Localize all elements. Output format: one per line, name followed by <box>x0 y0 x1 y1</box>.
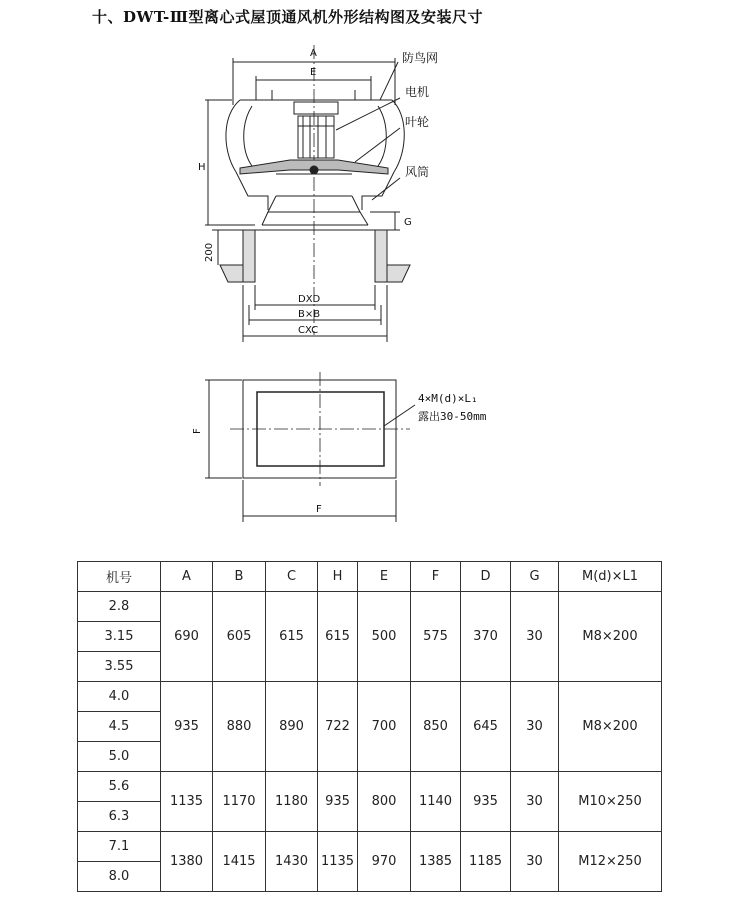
value-cell: 30 <box>511 682 559 772</box>
value-cell: 935 <box>161 682 213 772</box>
roof-slab-left <box>220 265 243 282</box>
value-cell: 30 <box>511 832 559 892</box>
callout-impeller: 叶轮 <box>405 115 430 129</box>
value-cell: 500 <box>358 592 411 682</box>
plan-f-bottom-label: F <box>316 504 322 515</box>
value-cell: 605 <box>213 592 266 682</box>
header-cell: F <box>411 562 461 592</box>
housing-right <box>362 172 394 210</box>
value-cell: 1135 <box>161 772 213 832</box>
motor-mount <box>294 102 338 114</box>
hood-right-outer <box>392 100 404 172</box>
value-cell: 1180 <box>266 772 318 832</box>
model-cell: 5.6 <box>78 772 161 802</box>
model-cell: 4.0 <box>78 682 161 712</box>
value-cell: 1415 <box>213 832 266 892</box>
table-row <box>78 772 662 802</box>
curb-wall-left <box>243 230 255 282</box>
callout-motor: 电机 <box>405 85 430 99</box>
model-cell: 6.3 <box>78 802 161 832</box>
header-cell: M(d)×L1 <box>559 562 662 592</box>
model-cell: 7.1 <box>78 832 161 862</box>
value-cell: 850 <box>411 682 461 772</box>
expose-note: 露出30-50mm <box>418 410 487 423</box>
value-cell: M8×200 <box>559 592 662 682</box>
header-row <box>78 562 662 592</box>
header-cell: C <box>266 562 318 592</box>
dim-e-label: E <box>310 67 317 78</box>
dim-cxc-label: CXC <box>298 325 319 336</box>
value-cell: 1380 <box>161 832 213 892</box>
value-cell: 722 <box>318 682 358 772</box>
leader-impeller <box>355 128 400 162</box>
value-cell: 30 <box>511 772 559 832</box>
value-cell: 935 <box>318 772 358 832</box>
dim-h-label: H <box>198 162 206 173</box>
value-cell: M10×250 <box>559 772 662 832</box>
value-cell: 1135 <box>318 832 358 892</box>
model-cell: 4.5 <box>78 712 161 742</box>
table-row <box>78 832 662 862</box>
page-title: 十、DWT-Ⅲ型离心式屋顶通风机外形结构图及安装尺寸 <box>92 8 484 26</box>
curb-wall-right <box>375 230 387 282</box>
spec-table <box>77 561 662 892</box>
value-cell: 1430 <box>266 832 318 892</box>
roof-slab-right <box>387 265 410 282</box>
value-cell: 890 <box>266 682 318 772</box>
value-cell: 575 <box>411 592 461 682</box>
value-cell: 645 <box>461 682 511 772</box>
header-cell: G <box>511 562 559 592</box>
model-cell: 2.8 <box>78 592 161 622</box>
value-cell: 1140 <box>411 772 461 832</box>
leader-motor <box>336 98 400 130</box>
value-cell: 30 <box>511 592 559 682</box>
value-cell: 800 <box>358 772 411 832</box>
impeller-hub <box>310 166 318 174</box>
value-cell: M8×200 <box>559 682 662 772</box>
dim-g-label: G <box>404 217 412 228</box>
callout-wind-tube: 风筒 <box>405 165 430 179</box>
hood-left-inner <box>244 106 252 166</box>
header-cell: H <box>318 562 358 592</box>
value-cell: 935 <box>461 772 511 832</box>
callout-bird-net: 防鸟网 <box>402 51 439 65</box>
header-cell: 机号 <box>78 562 161 592</box>
leader-wind-tube <box>372 178 400 200</box>
model-cell: 8.0 <box>78 862 161 892</box>
value-cell: 880 <box>213 682 266 772</box>
flange-left <box>262 212 268 225</box>
model-cell: 3.15 <box>78 622 161 652</box>
header-cell: B <box>213 562 266 592</box>
table-row <box>78 592 662 622</box>
header-cell: E <box>358 562 411 592</box>
value-cell: 700 <box>358 682 411 772</box>
dim-200-label: 200 <box>204 242 215 262</box>
header-cell: A <box>161 562 213 592</box>
plan-f-side-label: F <box>192 428 203 434</box>
model-cell: 3.55 <box>78 652 161 682</box>
value-cell: 1170 <box>213 772 266 832</box>
dim-a-label: A <box>310 48 317 59</box>
bolt-note: 4×M(d)×L₁ <box>418 392 478 405</box>
dim-bxb-label: B×B <box>298 309 321 320</box>
dim-dxd-label: DXD <box>298 294 321 305</box>
flange-right <box>360 212 368 225</box>
value-cell: 615 <box>318 592 358 682</box>
table-row <box>78 682 662 712</box>
value-cell: 690 <box>161 592 213 682</box>
housing-left <box>236 172 268 210</box>
value-cell: 1385 <box>411 832 461 892</box>
value-cell: 615 <box>266 592 318 682</box>
value-cell: M12×250 <box>559 832 662 892</box>
value-cell: 1185 <box>461 832 511 892</box>
model-cell: 5.0 <box>78 742 161 772</box>
hood-right-inner <box>378 106 386 166</box>
header-cell: D <box>461 562 511 592</box>
value-cell: 970 <box>358 832 411 892</box>
value-cell: 370 <box>461 592 511 682</box>
leader-bolt <box>384 405 415 426</box>
hood-left-outer <box>226 100 240 172</box>
